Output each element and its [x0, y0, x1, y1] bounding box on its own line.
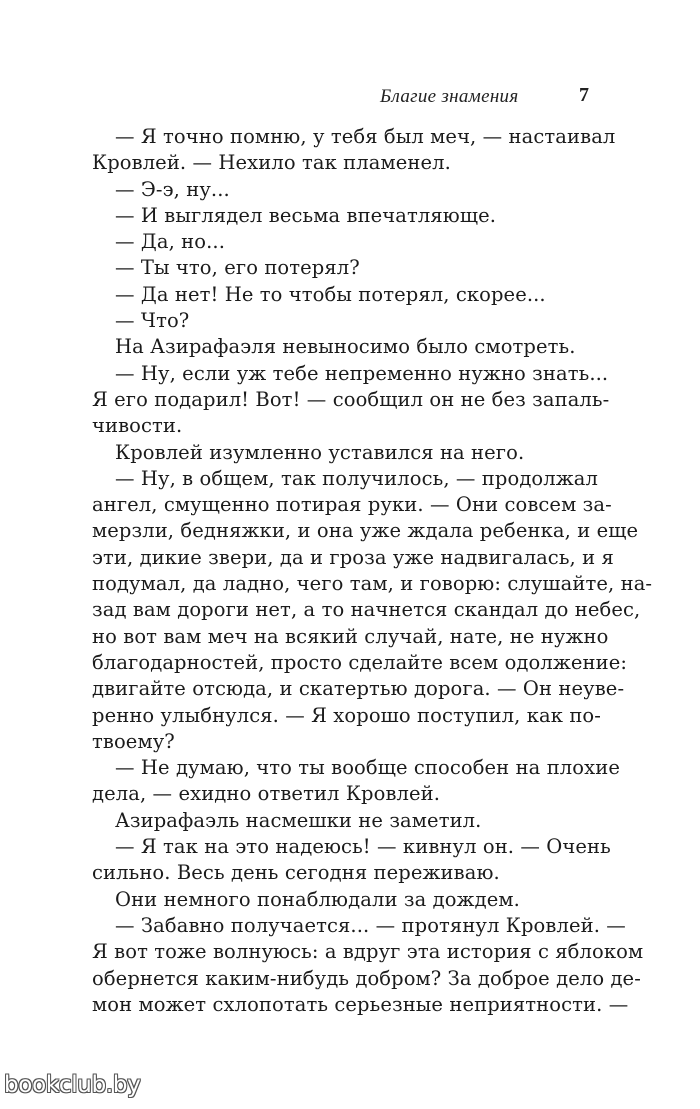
text-line: Кровлей. — Нехило так пламенел. — [92, 151, 451, 175]
text-line: На Азирафаэля невыносимо было смотреть. — [115, 335, 576, 359]
text-line: — Я так на это надеюсь! — кивнул он. — Очень — [115, 835, 611, 859]
text-line: эти, дикие звери, да и гроза уже надвигалась, и я — [92, 545, 614, 569]
text-line: двигайте отсюда, и скатертью дорога. — Он неуве- — [92, 677, 625, 701]
text-line: — Ты что, его потерял? — [115, 256, 360, 280]
text-line: — Ну, если уж тебе непременно нужно знать... — [115, 361, 609, 385]
running-head — [380, 86, 589, 110]
text-line: ангел, смущенно потирая руки. — Они совсем за- — [92, 493, 612, 517]
text-line: — Ну, в общем, так получилось, — продолжал — [115, 466, 599, 490]
text-line: — Э-э, ну... — [115, 177, 230, 201]
watermark-logo: bookclub.by — [4, 1072, 141, 1098]
text-line: — И выглядел весьма впечатляюще. — [115, 203, 497, 227]
text-line: Я вот тоже волнуюсь: а вдруг эта история с яблоком — [92, 940, 644, 964]
text-line: чивости. — [92, 414, 183, 438]
text-line: — Не думаю, что ты вообще способен на плохие — [115, 756, 620, 780]
text-line: обернется каким-нибудь добром? За доброе дело де- — [92, 966, 641, 990]
running-title: Благие знамения — [380, 86, 519, 107]
text-line: — Да нет! Не то чтобы потерял, скорее... — [115, 282, 546, 306]
text-line: но вот вам меч на всякий случай, нате, не нужно — [92, 624, 609, 648]
text-line: подумал, да ладно, чего там, и говорю: слушайте, на- — [92, 572, 653, 596]
text-line: Я его подарил! Вот! — сообщил он не без запаль- — [92, 387, 610, 411]
page-number: 7 — [579, 84, 589, 106]
text-line: — Забавно получается... — протянул Кровлей. — — [115, 913, 626, 937]
text-line: Они немного понаблюдали за дождем. — [115, 887, 520, 911]
text-line: зад вам дороги нет, а то начнется скандал до небес, — [92, 598, 641, 622]
text-line: твоему? — [92, 729, 175, 753]
text-line: мерзли, бедняжки, и она уже ждала ребенка, и еще — [92, 519, 639, 543]
text-body — [92, 124, 653, 1018]
text-line: ренно улыбнулся. — Я хорошо поступил, как по- — [92, 703, 601, 727]
text-line: — Да, но... — [115, 230, 226, 254]
text-line: мон может схлопотать серьезные неприятности. — — [92, 992, 629, 1016]
text-line: дела, — ехидно ответил Кровлей. — [92, 782, 441, 806]
text-line: Азирафаэль насмешки не заметил. — [115, 808, 482, 832]
text-line: — Что? — [115, 309, 190, 333]
text-line: сильно. Весь день сегодня переживаю. — [92, 861, 500, 885]
text-line: — Я точно помню, у тебя был меч, — настаивал — [115, 125, 616, 148]
text-line: Кровлей изумленно уставился на него. — [115, 440, 525, 464]
text-line: благодарностей, просто сделайте всем одолжение: — [92, 650, 628, 674]
